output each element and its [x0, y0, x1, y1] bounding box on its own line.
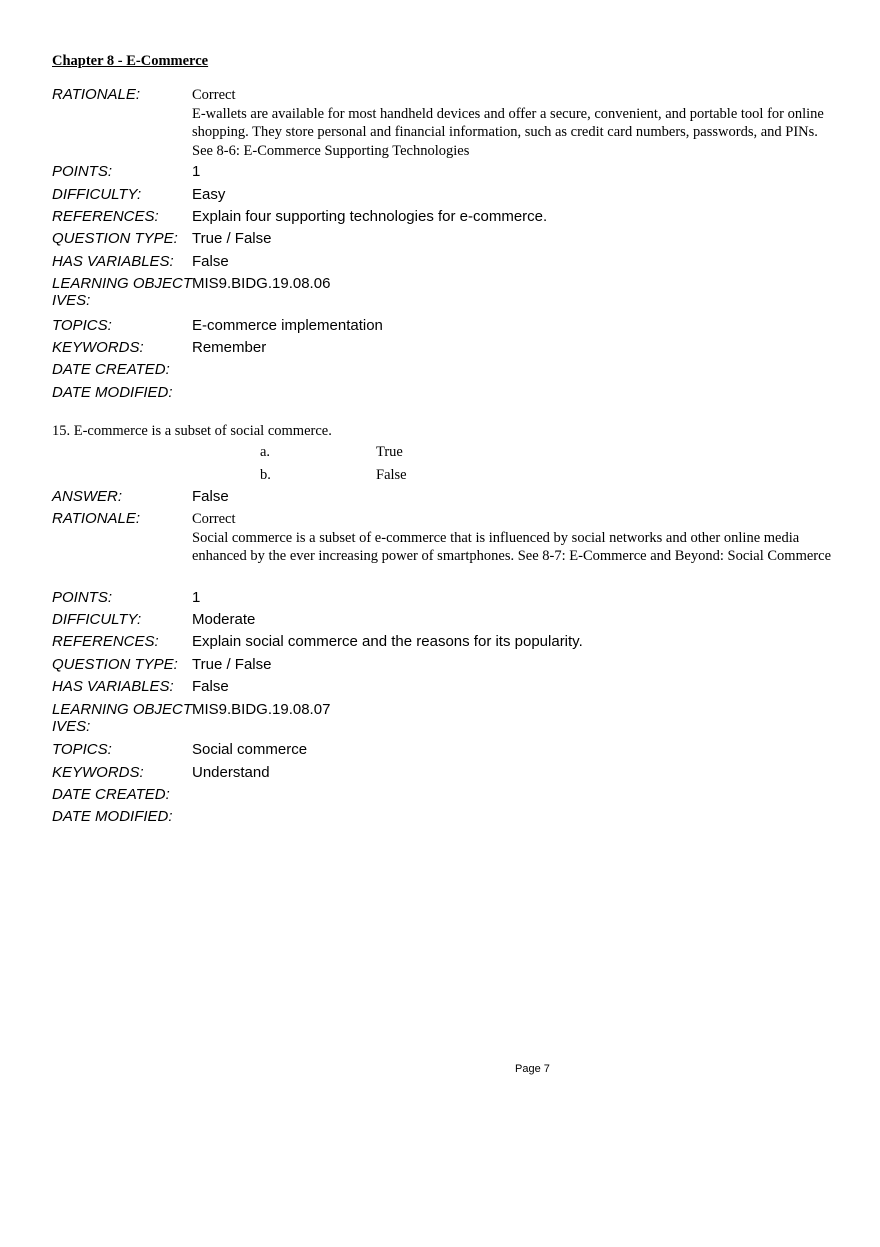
rationale-label: RATIONALE:: [52, 86, 141, 103]
learning-objectives-label: LEARNING OBJECTIVES:: [52, 701, 193, 735]
keywords-label: KEYWORDS:: [52, 339, 144, 356]
difficulty-value: Easy: [192, 186, 226, 203]
question-type-label: QUESTION TYPE:: [52, 656, 178, 673]
points-value: 1: [192, 589, 201, 606]
rationale-label: RATIONALE:: [52, 510, 141, 527]
topics-value: E-commerce implementation: [192, 317, 383, 334]
has-variables-label: HAS VARIABLES:: [52, 253, 174, 270]
points-value: 1: [192, 163, 201, 180]
difficulty-label: DIFFICULTY:: [52, 186, 142, 203]
answer-value: False: [192, 488, 229, 505]
page-number: Page 7: [515, 1063, 550, 1075]
keywords-value: Understand: [192, 764, 270, 781]
option-text: False: [376, 467, 407, 483]
date-created-label: DATE CREATED:: [52, 361, 170, 378]
has-variables-value: False: [192, 253, 229, 270]
rationale-status: Correct: [192, 511, 236, 527]
keywords-label: KEYWORDS:: [52, 764, 144, 781]
date-created-label: DATE CREATED:: [52, 786, 170, 803]
topics-label: TOPICS:: [52, 741, 112, 758]
rationale-body: [192, 510, 832, 566]
points-label: POINTS:: [52, 589, 113, 606]
references-label: REFERENCES:: [52, 208, 159, 225]
date-modified-label: DATE MODIFIED:: [52, 808, 173, 825]
difficulty-label: DIFFICULTY:: [52, 611, 142, 628]
question-type-value: True / False: [192, 230, 272, 247]
option-letter: b.: [260, 467, 271, 483]
chapter-title: Chapter 8 - E-Commerce: [52, 53, 209, 69]
has-variables-label: HAS VARIABLES:: [52, 678, 174, 695]
points-label: POINTS:: [52, 163, 113, 180]
references-label: REFERENCES:: [52, 633, 159, 650]
learning-objectives-value: MIS9.BIDG.19.08.07: [192, 701, 331, 718]
learning-objectives-value: MIS9.BIDG.19.08.06: [192, 275, 331, 292]
rationale-text: E-wallets are available for most handheld devices and offer a secure, convenient, and portable tool for online shopping. They store personal and financial information, such as credit card numbers, passwords, and PINs. See 8-6: E-Commerce Supporting Technologies: [192, 105, 824, 159]
references-value: Explain social commerce and the reasons for its popularity.: [192, 633, 583, 650]
question-type-label: QUESTION TYPE:: [52, 230, 178, 247]
topics-value: Social commerce: [192, 741, 308, 758]
difficulty-value: Moderate: [192, 611, 256, 628]
rationale-text: Social commerce is a subset of e-commerce that is influenced by social networks and other online media enhanced by the ever increasing power of smartphones. See 8-7: E-Commerce and Beyond: Social Commerce: [192, 529, 831, 564]
option-letter: a.: [260, 444, 271, 460]
option-text: True: [376, 444, 403, 460]
date-modified-label: DATE MODIFIED:: [52, 384, 173, 401]
has-variables-value: False: [192, 678, 229, 695]
rationale-body: [192, 86, 832, 160]
keywords-value: Remember: [192, 339, 267, 356]
q15-question: 15. E-commerce is a subset of social commerce.: [52, 423, 332, 439]
learning-objectives-label: LEARNING OBJECTIVES:: [52, 275, 193, 309]
rationale-status: Correct: [192, 87, 236, 103]
answer-label: ANSWER:: [52, 488, 123, 505]
references-value: Explain four supporting technologies for e-commerce.: [192, 208, 548, 225]
topics-label: TOPICS:: [52, 317, 112, 334]
question-type-value: True / False: [192, 656, 272, 673]
